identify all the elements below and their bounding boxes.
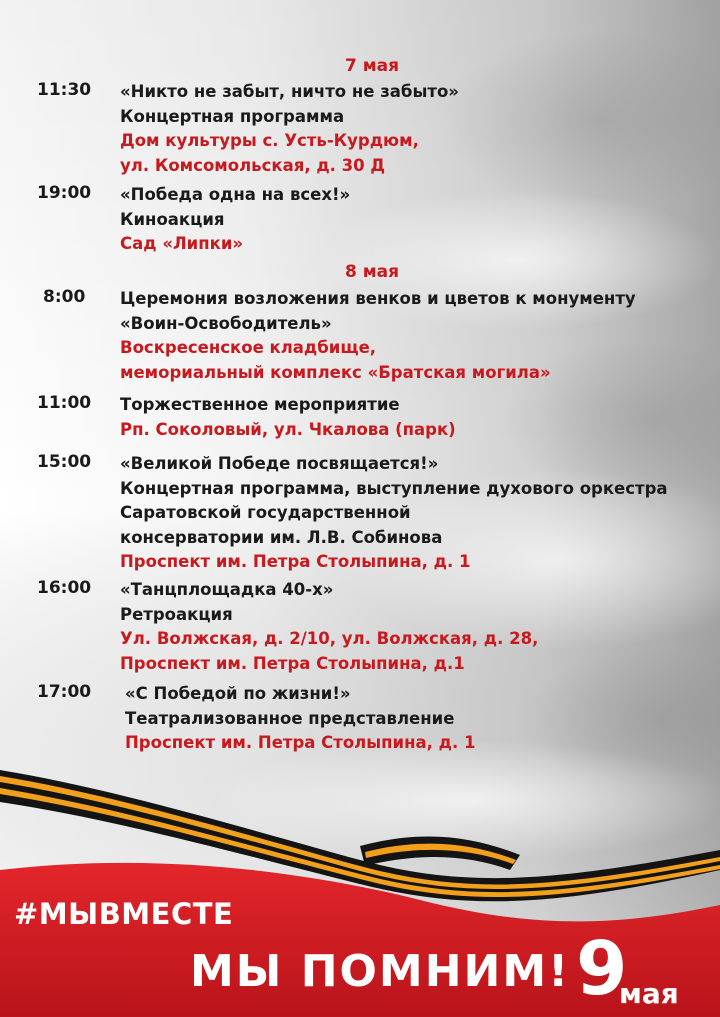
date-heading: 7 мая — [344, 56, 400, 76]
event-venue: Рп. Соколовый, ул. Чкалова (парк) — [120, 419, 456, 439]
event-title: «Победа одна на всех!» — [120, 185, 351, 204]
event-details — [120, 287, 636, 385]
event-desc: Саратовской государственной — [120, 503, 411, 522]
event-desc: консерватории им. Л.В. Собинова — [120, 527, 443, 547]
event-venue: мемориальный комплекс «Братская могила» — [120, 362, 551, 382]
event-desc: Ретроакция — [120, 604, 233, 624]
event-time: 16:00 — [37, 578, 92, 598]
month-label: мая — [619, 977, 679, 1010]
event-title: «Великой Победе посвящается!» — [120, 454, 439, 473]
slogan: МЫ ПОМНИМ! — [190, 946, 571, 997]
event-time: 15:00 — [37, 452, 92, 472]
event-venue: Сад «Липки» — [120, 234, 244, 253]
event-title: «С Победой по жизни!» — [125, 684, 351, 703]
event-time: 17:00 — [37, 682, 92, 702]
event-title: «Танцплощадка 40-х» — [120, 580, 334, 599]
event-desc: Концертная программа, выступление духового оркестра — [120, 478, 668, 498]
event-details — [120, 578, 538, 676]
event-venue: ул. Комсомольская, д. 30 Д — [120, 155, 386, 175]
event-desc: Киноакция — [120, 209, 225, 229]
event-desc: Театрализованное представление — [125, 708, 455, 728]
event-venue: Проспект им. Петра Столыпина, д. 1 — [120, 552, 471, 571]
event-time: 8:00 — [43, 287, 86, 307]
event-details — [120, 183, 350, 257]
event-venue: Дом культуры с. Усть-Курдюм, — [120, 131, 419, 150]
event-venue: Проспект им. Петра Столыпина, д.1 — [120, 653, 465, 673]
event-details — [120, 80, 459, 178]
event-venue: Воскресенское кладбище, — [120, 338, 377, 357]
event-title: «Никто не забыт, ничто не забыто» — [120, 82, 459, 101]
hashtag: #МЫВМЕСТЕ — [14, 897, 234, 931]
event-title: Торжественное мероприятие — [120, 395, 400, 414]
event-details — [120, 393, 456, 442]
event-title: «Воин-Освободитель» — [120, 313, 332, 333]
event-desc: Концертная программа — [120, 106, 345, 126]
event-details — [120, 452, 668, 575]
event-venue: Ул. Волжская, д. 2/10, ул. Волжская, д. 28, — [120, 629, 539, 648]
event-details — [125, 682, 476, 756]
event-venue: Проспект им. Петра Столыпина, д. 1 — [125, 733, 476, 752]
event-time: 11:30 — [37, 80, 92, 100]
day-number: 9 — [576, 926, 628, 1012]
event-time: 19:00 — [37, 183, 92, 203]
date-heading: 8 мая — [344, 262, 400, 282]
event-title: Церемония возложения венков и цветов к монументу — [120, 289, 636, 308]
event-time: 11:00 — [37, 393, 92, 413]
